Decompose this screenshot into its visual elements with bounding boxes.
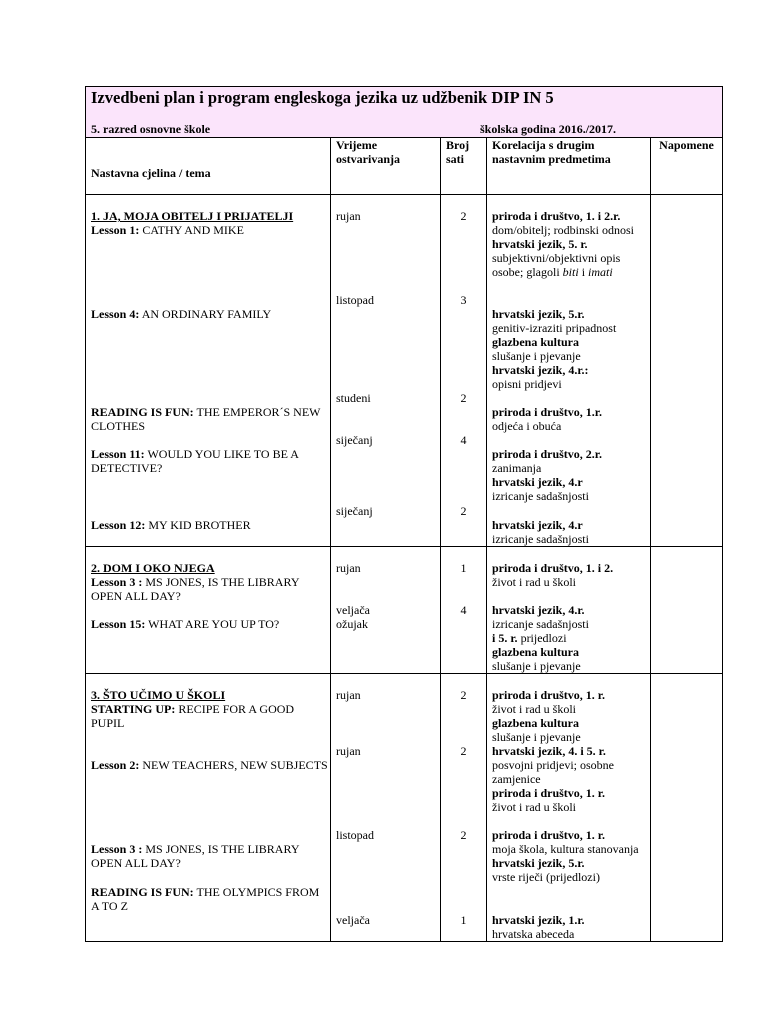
section2-hours: 1 4 bbox=[441, 547, 487, 674]
section2-notes bbox=[651, 547, 723, 674]
section2-time: rujan veljača ožujak bbox=[331, 547, 441, 674]
section1-correlation: priroda i društvo, 1. i 2.r. dom/obitelj; rodbinski odnosi hrvatski jezik, 5. r. subjektivni/objektivni opis osobe; glagoli biti i imati hrvatski jezik, 5.r. genitiv-izraziti pripadnost glazbena kultura slušanje i pjevanje hrvatski jezik, 4.r.: opisni pridjevi priroda i društvo, 1.r. odjeća i obuća priroda i društvo, 2.r. zanimanja hrvatski jezik, 4.r izricanje sadašnjosti hrvatski jezik, 4.r izricanje sadašnjosti bbox=[487, 195, 651, 547]
section3-notes bbox=[651, 674, 723, 942]
header-correlation: Korelacija s drugim nastavnim predmetima bbox=[487, 138, 651, 195]
header-time: Vrijeme ostvarivanja bbox=[331, 138, 441, 195]
document-title: Izvedbeni plan i program engleskoga jezika uz udžbenik DIP IN 5 bbox=[91, 88, 554, 107]
section1-hours: 2 3 2 4 2 bbox=[441, 195, 487, 547]
section3-topics: 3. ŠTO UČIMO U ŠKOLI STARTING UP: RECIPE FOR A GOOD PUPIL Lesson 2: NEW TEACHERS, NEW SUBJECTS Lesson 3 : MS JONES, IS THE LIBRARY OPEN ALL DAY? READING IS FUN: THE OLYMPICS FROM A TO Z bbox=[86, 674, 331, 942]
section3-time: rujan rujan listopad veljača bbox=[331, 674, 441, 942]
document-page bbox=[85, 86, 722, 942]
header-topic: Nastavna cjelina / tema bbox=[86, 138, 331, 195]
section2-topics: 2. DOM I OKO NJEGA Lesson 3 : MS JONES, IS THE LIBRARY OPEN ALL DAY? Lesson 15: WHAT ARE YOU UP TO? bbox=[86, 547, 331, 674]
school-year: školska godina 2016./2017. bbox=[480, 122, 617, 136]
section3-title: 3. ŠTO UČIMO U ŠKOLI bbox=[91, 688, 226, 702]
title-header bbox=[86, 87, 723, 138]
section1-topics: 1. JA, MOJA OBITELJ I PRIJATELJI Lesson 1: CATHY AND MIKE Lesson 4: AN ORDINARY FAMILY READING IS FUN: THE EMPEROR´S NEW CLOTHES Lesson 11: WOULD YOU LIKE TO BE A DETECTIVE? Lesson 12: MY KID BROTHER bbox=[86, 195, 331, 547]
grade-label: 5. razred osnovne škole bbox=[91, 122, 211, 136]
section3-correlation: priroda i društvo, 1. r. život i rad u školi glazbena kultura slušanje i pjevanje hrvatski jezik, 4. i 5. r. posvojni pridjevi; osobne zamjenice priroda i društvo, 1. r. život i rad u školi priroda i društvo, 1. r. moja škola, kultura stanovanja hrvatski jezik, 5.r. vrste riječi (prijedlozi) hrvatski jezik, 1.r. hrvatska abeceda bbox=[487, 674, 651, 942]
section1-notes bbox=[651, 195, 723, 547]
section2-correlation: priroda i društvo, 1. i 2. život i rad u školi hrvatski jezik, 4.r. izricanje sadašnjosti i 5. r. prijedlozi glazbena kultura slušanje i pjevanje bbox=[487, 547, 651, 674]
curriculum-table bbox=[85, 86, 723, 942]
header-notes: Napomene bbox=[651, 138, 723, 195]
section2-title: 2. DOM I OKO NJEGA bbox=[91, 561, 215, 575]
section1-time: rujan listopad studeni siječanj siječanj bbox=[331, 195, 441, 547]
section1-title: 1. JA, MOJA OBITELJ I PRIJATELJI bbox=[91, 209, 294, 223]
section3-hours: 2 2 2 1 bbox=[441, 674, 487, 942]
header-hours: Broj sati bbox=[441, 138, 487, 195]
